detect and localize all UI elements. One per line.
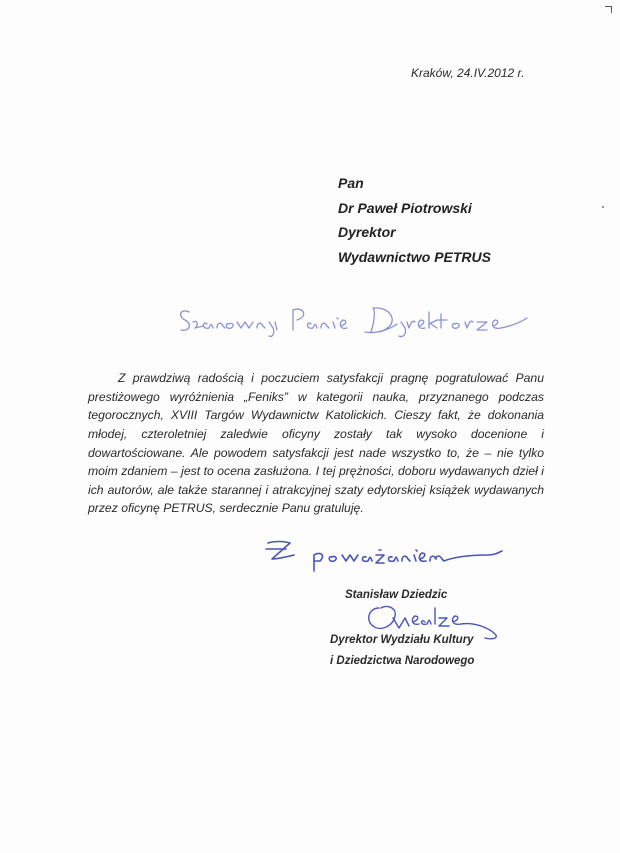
signer-title-line-2: i Dziedzictwa Narodowego xyxy=(330,655,475,667)
scan-corner-mark xyxy=(605,6,612,13)
addressee-line-2: Dr Paweł Piotrowski xyxy=(338,199,472,216)
place-date: Kraków, 24.IV.2012 r. xyxy=(411,66,525,80)
addressee-block xyxy=(338,171,491,269)
addressee-line-3: Dyrektor xyxy=(338,224,396,240)
addressee-line-4: Wydawnictwo PETRUS xyxy=(338,248,491,265)
handwritten-salutation xyxy=(175,300,545,340)
signer-title-block xyxy=(330,630,474,672)
signer-title-line-1: Dyrektor Wydziału Kultury xyxy=(330,634,474,646)
handwritten-closing xyxy=(258,535,518,575)
scan-speck xyxy=(602,206,604,208)
signer-name: Stanisław Dziedzic xyxy=(345,589,448,601)
addressee-line-1: Pan xyxy=(338,175,364,191)
letter-body: Z prawdziwą radością i poczuciem satysfakcji pragnę pogratulować Panu prestiżowego wyróżnienia „Feniks” w kategorii nauka, przyznanego podczas tegorocznych, XVIII Targów Wydawnictw Katolickich. Cieszy fakt, że dokonania młodej, czteroletniej zaledwie oficyny zostały tak wysoko docenione i dowartościowane. Ale powodem satysfakcji jest nade wszystko to, że – nie tylko moim zdaniem – jest to ocena zasłużona. I tej prężności, doboru wydawanych dzieł i ich autorów, ale także starannej i atrakcyjnej szaty edytorskiej książek wydawanych przez oficynę PETRUS, serdecznie Panu gratuluję. xyxy=(88,371,544,516)
